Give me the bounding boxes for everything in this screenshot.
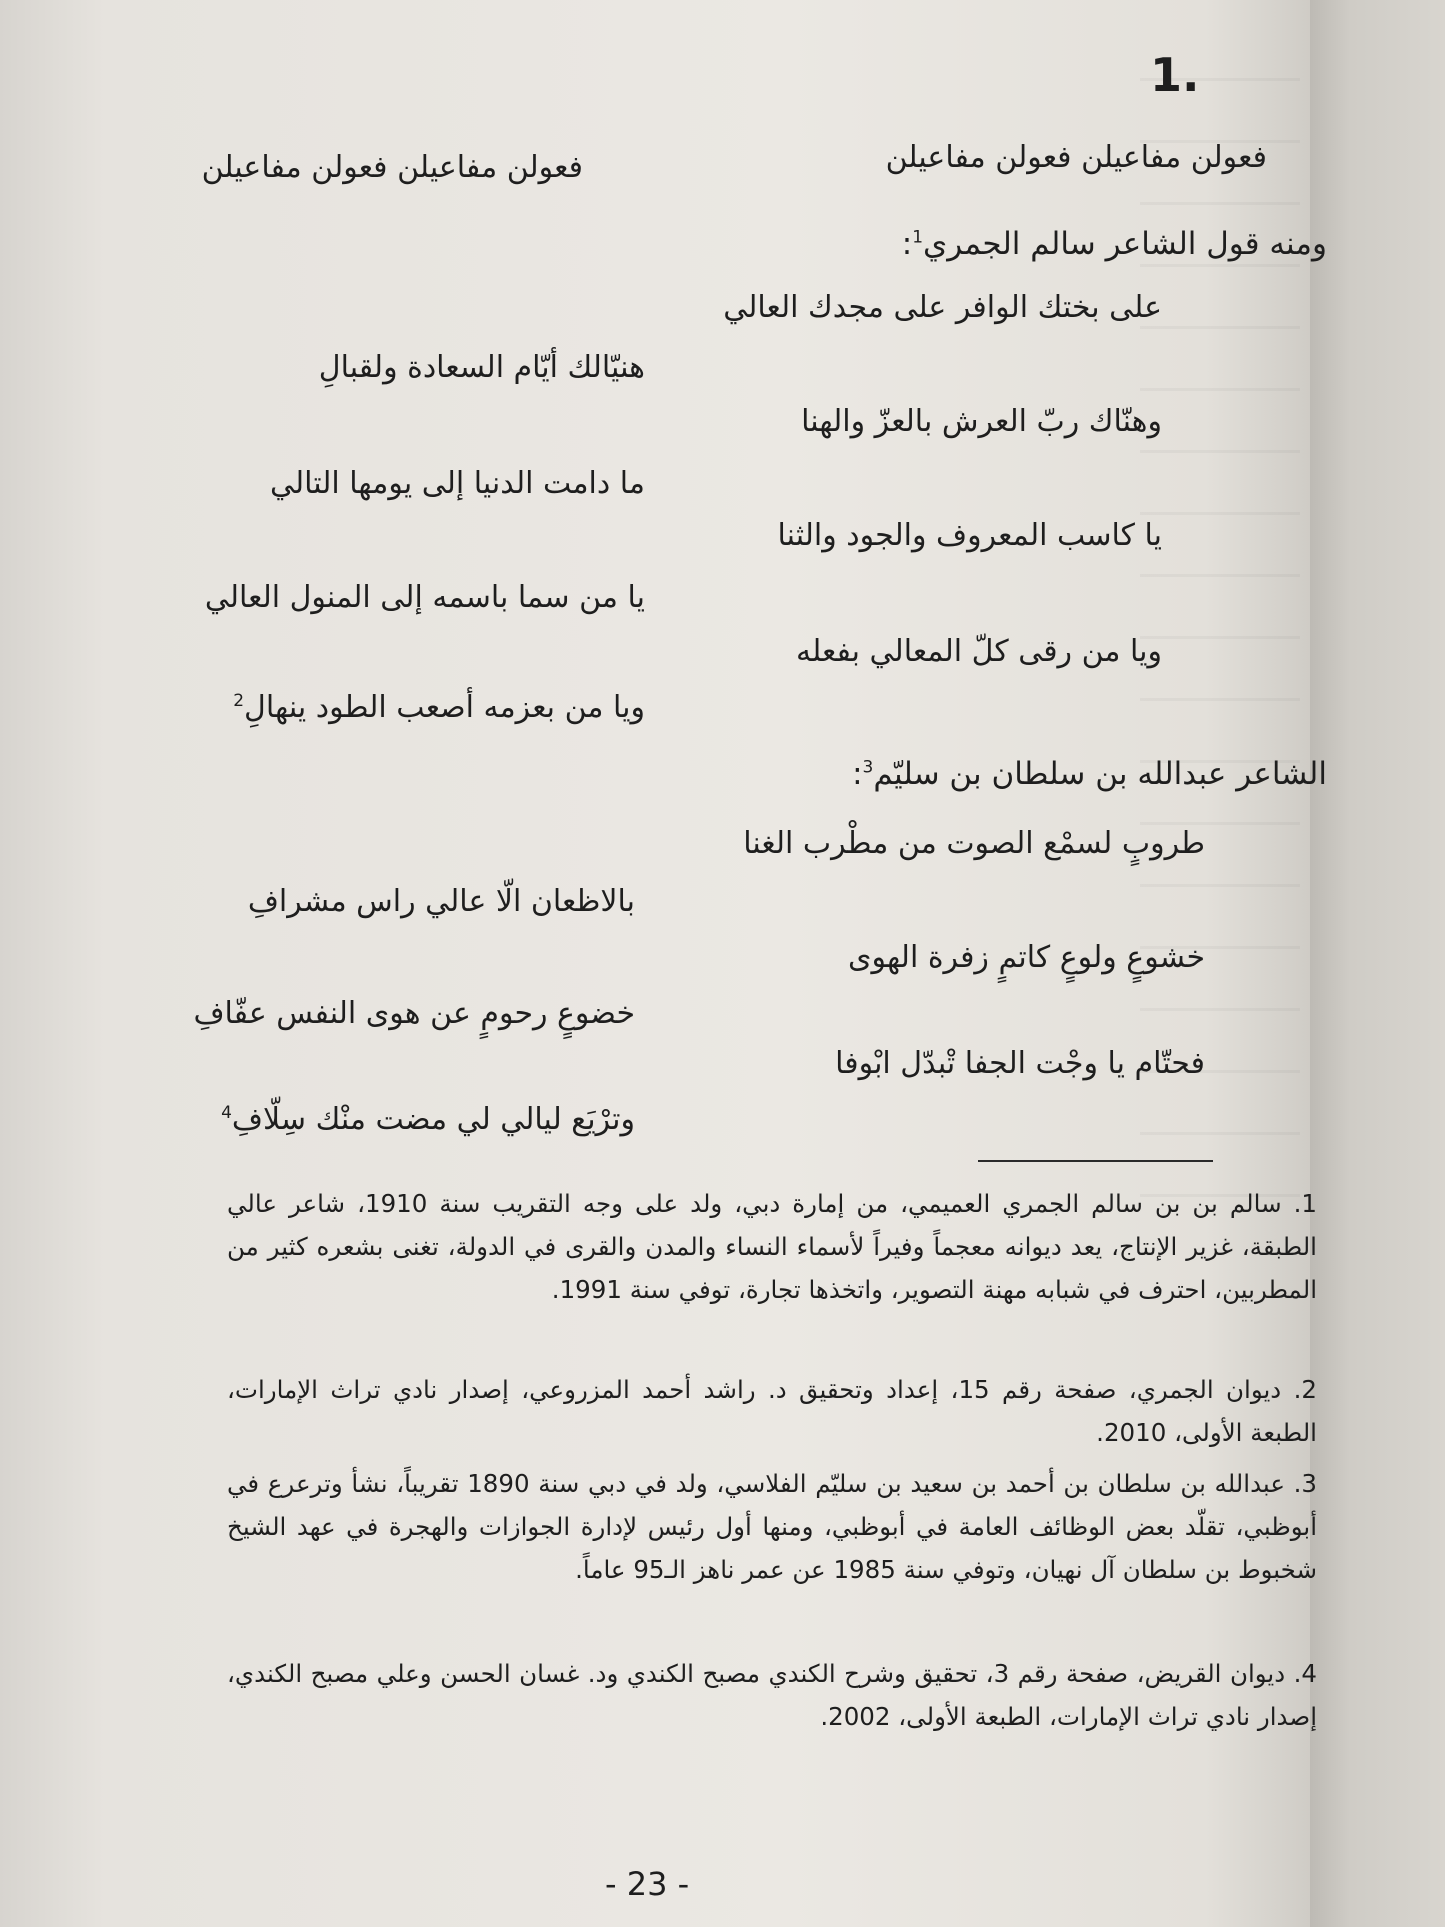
meter-right: فعولن مفاعيلن فعولن مفاعيلن	[885, 140, 1267, 175]
poem1-intro: ومنه قول الشاعر سالم الجمري$^1$:	[901, 226, 1327, 262]
poem2-line-1: طروبٍ لسمْع الصوت من مطْرب الغنا	[743, 826, 1205, 861]
footnote-4: 4. ديوان القريض، صفحة رقم 3، تحقيق وشرح الكندي مصبح الكندي ود. غسان الحسن وعلي مصبح الكندي، إصدار نادي تراث الإمارات، الطبعة الأولى، 2002.	[227, 1659, 1317, 1731]
poem1-line-5: يا كاسب المعروف والجود والثنا	[777, 518, 1162, 553]
poem1-line-2: هنيّالك أيّام السعادة ولقبالِ	[318, 350, 645, 385]
page-number: - 23 -	[605, 1865, 690, 1903]
footnote-3: 3. عبدالله بن سلطان بن أحمد بن سعيد بن سليّم الفلاسي، ولد في دبي سنة 1890 تقريباً، نشأ وترعرع في أبوظبي، تقلّد بعض الوظائف العامة في أبوظبي، ومنها أول رئيس لإدارة الجوازات والهجرة في عهد الشيخ شخبوط بن سلطان آل نهيان، وتوفي سنة 1985 عن عمر ناهز الـ95 عاماً.	[227, 1469, 1317, 1584]
poem2-intro: الشاعر عبدالله بن سلطان بن سليّم$^3$:	[852, 756, 1327, 792]
footnote-divider	[978, 1160, 1213, 1162]
footnote-2: 2. ديوان الجمري، صفحة رقم 15، إعداد وتحقيق د. راشد أحمد المزروعي، إصدار نادي تراث الإمارات، الطبعة الأولى، 2010.	[227, 1375, 1317, 1447]
poem2-line-4: خضوعٍ رحومٍ عن هوى النفس عفّافِ	[193, 996, 635, 1031]
poem2-line-6: وترْيَع ليالي لي مضت منْك سِلّافِ$^4$	[221, 1102, 635, 1137]
poem2-line-2: بالاظعان الّا عالي راس مشرافِ	[247, 884, 635, 919]
poem1-line-6: يا من سما باسمه إلى المنول العالي	[204, 580, 645, 615]
next-page-edge	[1310, 0, 1445, 1927]
footnote-ref-4: 4	[221, 1103, 232, 1123]
poem1-line-3: وهنّاك ربّ العرش بالعزّ والهنا	[801, 404, 1162, 439]
poem1-line-1: على بختك الوافر على مجدك العالي	[723, 290, 1162, 325]
meter-left: فعولن مفاعيلن فعولن مفاعيلن	[201, 150, 583, 185]
footnote-1: 1. سالم بن بن سالم الجمري العميمي، من إمارة دبي، ولد على وجه التقريب سنة 1910، شاعر عالي الطبقة، غزير الإنتاج، يعد ديوانه معجماً وفيراً لأسماء النساء والمدن والقرى في الدولة، تغنى بشعره كثير من المطربين، احترف في شبابه مهنة التصوير، واتخذها تجارة، توفي سنة 1991.	[227, 1189, 1317, 1304]
footnote-ref-2: 2	[233, 691, 245, 711]
footnote-ref-3: 3	[862, 757, 874, 778]
poem1-line-7: ويا من رقى كلّ المعالي بفعله	[796, 634, 1162, 669]
poem1-line-4: ما دامت الدنيا إلى يومها التالي	[269, 466, 645, 501]
footnote-ref-1: 1	[912, 227, 924, 248]
section-number: 1.	[1150, 48, 1200, 102]
poem1-line-8: ويا من بعزمه أصعب الطود ينهالِ$^2$	[233, 690, 645, 725]
poem2-line-3: خشوعٍ ولوعٍ كاتمٍ زفرة الهوى	[848, 940, 1205, 975]
poem2-line-5: فحتّام يا وجْت الجفا تْبدّل ابْوفا	[835, 1046, 1205, 1081]
